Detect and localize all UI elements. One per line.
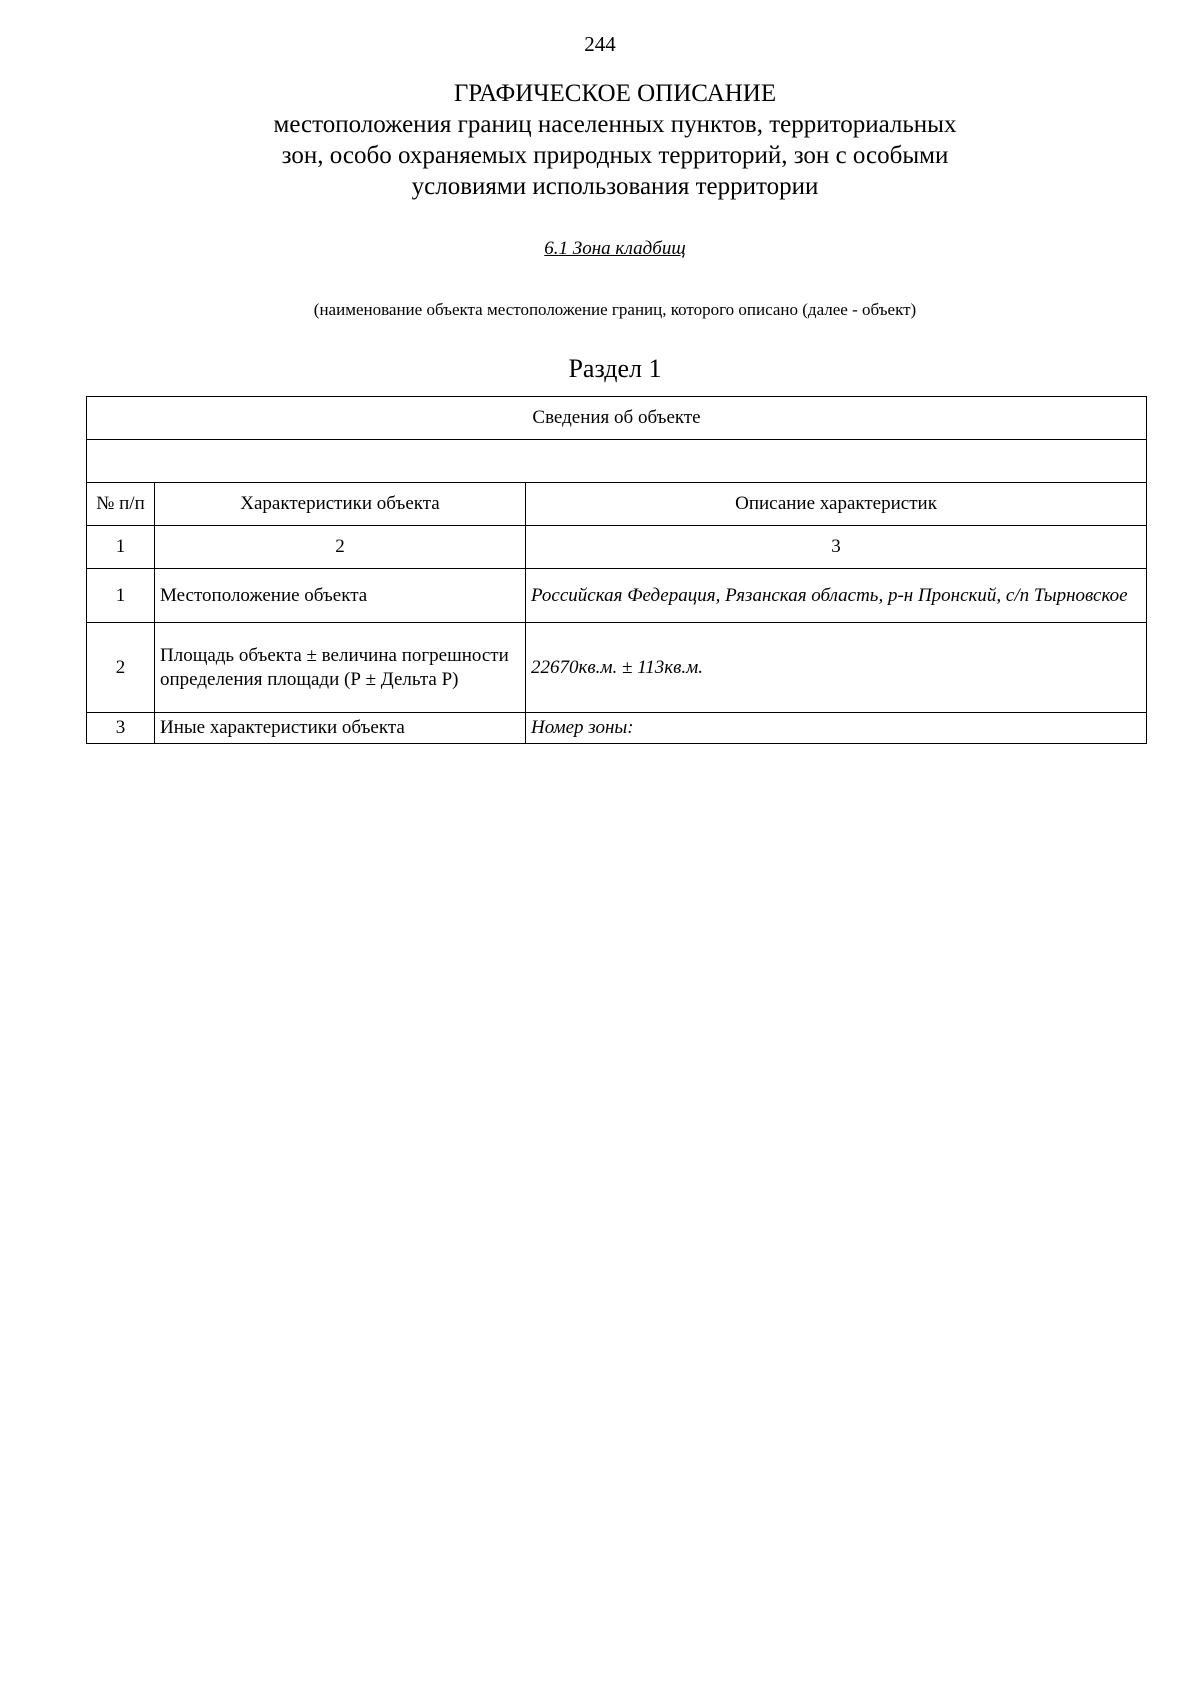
table-row <box>87 623 1147 713</box>
table-row <box>87 569 1147 623</box>
row-num: 1 <box>87 569 155 623</box>
table-row <box>87 713 1147 744</box>
object-name: 6.1 Зона кладбищ <box>544 238 686 259</box>
column-number-2: 2 <box>155 526 526 569</box>
title-line-3: зон, особо охраняемых природных территорий, зон с особыми <box>281 142 949 169</box>
column-header-characteristic: Характеристики объекта <box>155 483 526 526</box>
page-number: 244 <box>584 32 616 56</box>
title-line-4: условиями использования территории <box>411 173 819 200</box>
object-info-table <box>86 396 1147 744</box>
row-description: Российская Федерация, Рязанская область, р-н Пронский, с/п Тырновское <box>526 569 1147 623</box>
row-characteristic: Местоположение объекта <box>155 569 526 623</box>
section-title: Раздел 1 <box>568 354 662 383</box>
column-header-num: № п/п <box>87 483 155 526</box>
row-num: 2 <box>87 623 155 713</box>
table-empty-row <box>87 440 1147 483</box>
title-line-1: ГРАФИЧЕСКОЕ ОПИСАНИЕ <box>453 80 777 107</box>
title-line-2: местоположения границ населенных пунктов, территориальных <box>273 111 957 138</box>
table-empty-cell <box>87 440 1147 483</box>
object-caption: (наименование объекта местоположение границ, которого описано (далее - объект) <box>313 300 917 319</box>
row-characteristic: Площадь объекта ± величина погрешности определения площади (Р ± Дельта Р) <box>155 623 526 713</box>
row-characteristic: Иные характеристики объекта <box>155 713 526 744</box>
row-num: 3 <box>87 713 155 744</box>
table-column-headers <box>87 483 1147 526</box>
column-header-description: Описание характеристик <box>526 483 1147 526</box>
document-title <box>150 78 1080 202</box>
table-header-row <box>87 397 1147 440</box>
column-number-1: 1 <box>87 526 155 569</box>
column-number-3: 3 <box>526 526 1147 569</box>
table-column-numbers <box>87 526 1147 569</box>
row-description: Номер зоны: <box>526 713 1147 744</box>
table-header: Сведения об объекте <box>87 397 1147 440</box>
row-description: 22670кв.м. ± 113кв.м. <box>526 623 1147 713</box>
